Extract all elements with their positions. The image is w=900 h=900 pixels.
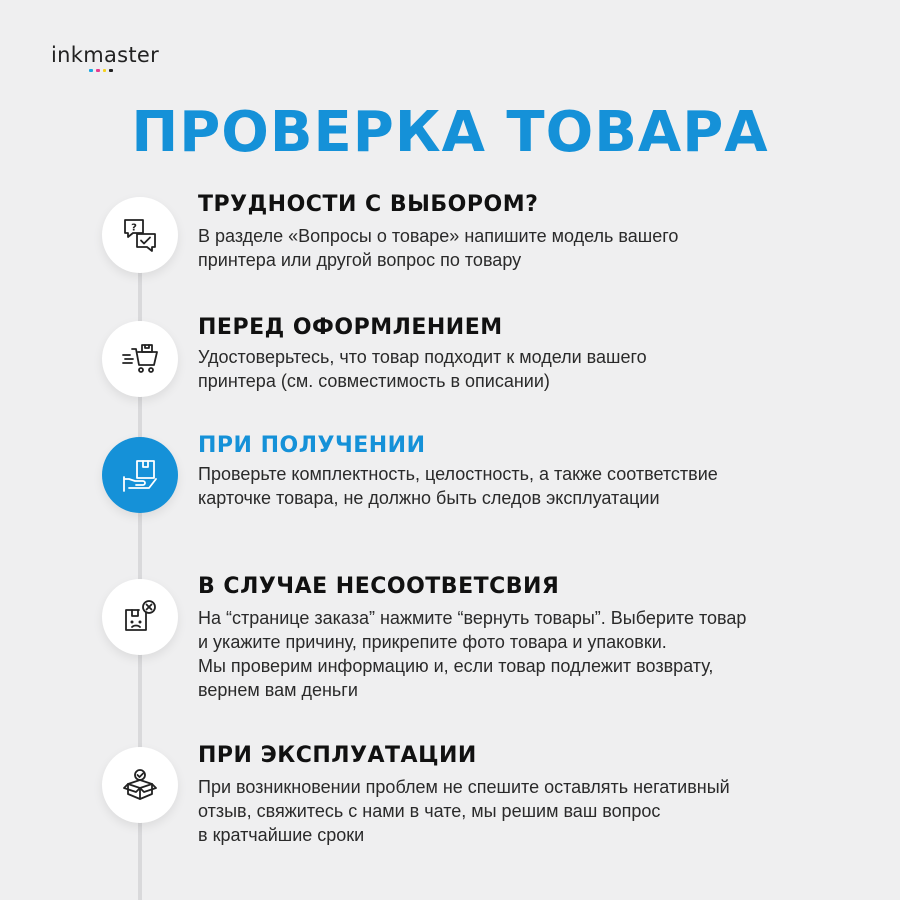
logo-dot — [109, 69, 113, 72]
step-4-line: Мы проверим информацию и, если товар подлежит возврату, — [198, 656, 714, 676]
step-3-text — [198, 462, 838, 510]
step-1-text — [198, 224, 838, 272]
step-2-line: принтера (см. совместимость в описании) — [198, 371, 550, 391]
step-4-title: В СЛУЧАЕ НЕСООТВЕТСВИЯ — [198, 574, 560, 599]
step-3-icon-circle — [102, 437, 178, 513]
svg-text:?: ? — [131, 222, 137, 234]
step-2-line: Удостоверьтесь, что товар подходит к модели вашего — [198, 347, 647, 367]
shopping-cart-icon — [120, 339, 160, 379]
step-3-title: ПРИ ПОЛУЧЕНИИ — [198, 433, 426, 458]
step-5-title: ПРИ ЭКСПЛУАТАЦИИ — [198, 743, 477, 768]
step-1-line: принтера или другой вопрос по товару — [198, 250, 522, 270]
step-3-line: карточке товара, не должно быть следов эксплуатации — [198, 488, 660, 508]
step-4-line: и укажите причину, прикрепите фото товара и упаковки. — [198, 632, 667, 652]
step-1-icon-circle — [102, 197, 178, 273]
step-4-icon-circle — [102, 579, 178, 655]
damaged-box-icon — [120, 597, 160, 637]
logo-dot — [96, 69, 100, 72]
step-5-line: При возникновении проблем не спешите оставлять негативный — [198, 777, 730, 797]
step-5-text — [198, 775, 838, 847]
step-3-line: Проверьте комплектность, целостность, а также соответствие — [198, 464, 718, 484]
step-4-text — [198, 606, 838, 702]
step-4-line: На “странице заказа” нажмите “вернуть товары”. Выберите товар — [198, 608, 747, 628]
package-in-hand-icon — [120, 455, 160, 495]
page-title: ПРОВЕРКА ТОВАРА — [131, 100, 769, 165]
logo-dot — [103, 69, 107, 72]
step-2-title: ПЕРЕД ОФОРМЛЕНИЕМ — [198, 315, 503, 340]
step-1-title: ТРУДНОСТИ С ВЫБОРОМ? — [198, 192, 539, 217]
step-5-line: отзыв, свяжитесь с нами в чате, мы решим ваш вопрос — [198, 801, 661, 821]
step-5-line: в кратчайшие сроки — [198, 825, 365, 845]
step-2-text — [198, 345, 838, 393]
brand-logo: inkmaster — [51, 43, 160, 67]
step-2-icon-circle — [102, 321, 178, 397]
question-answer-icon — [120, 215, 160, 255]
step-5-icon-circle — [102, 747, 178, 823]
step-4-line: вернем вам деньги — [198, 680, 358, 700]
verified-box-icon — [120, 765, 160, 805]
step-1-line: В разделе «Вопросы о товаре» напишите модель вашего — [198, 226, 679, 246]
logo-dot — [89, 69, 93, 72]
logo-color-dots — [89, 69, 113, 72]
